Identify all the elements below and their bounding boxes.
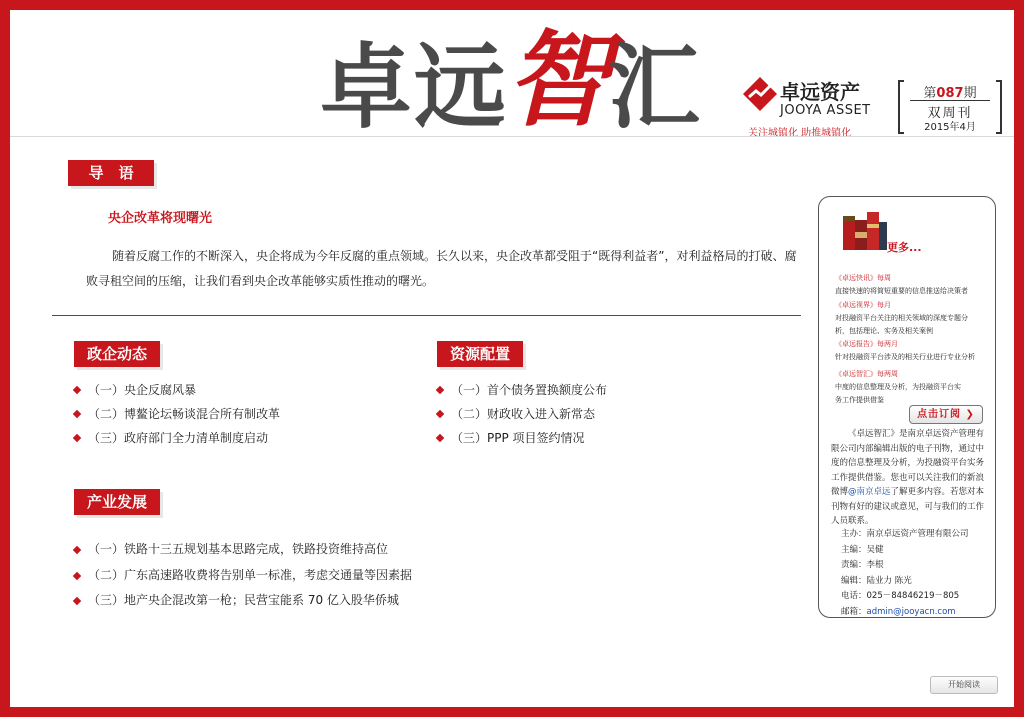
diamond-bullet-icon xyxy=(73,571,81,579)
diamond-bullet-icon xyxy=(436,434,444,442)
header-divider xyxy=(10,136,1014,137)
diamond-bullet-icon xyxy=(73,410,81,418)
about-text-part: 《卓远智汇》是南京卓远资产管理有限公司内部编辑出版的电子刊物，通过中度的信息整理及分析，为投融资平台实务工作提供借鉴。您也可以关注我们的新浪微博 xyxy=(831,429,985,497)
article-link[interactable] xyxy=(437,378,607,402)
diamond-bullet-icon xyxy=(73,386,81,394)
issue-divider xyxy=(910,100,990,101)
intro-divider xyxy=(52,315,801,316)
industry-article-list xyxy=(74,537,412,614)
article-title: （三）PPP 项目签约情况 xyxy=(451,431,585,445)
section-tag-politics: 政企动态 xyxy=(74,341,160,367)
article-title: （一）首个债务置换额度公布 xyxy=(451,383,608,397)
credit-editors: 编辑：陆业力 陈光 xyxy=(841,575,912,586)
intro-title[interactable]: 央企改革将现曙光 xyxy=(108,211,213,226)
diamond-bullet-icon xyxy=(436,386,444,394)
politics-article-list xyxy=(74,378,280,450)
subscribe-button[interactable]: 点击订阅 ❯ xyxy=(909,405,983,424)
book-stack-icon xyxy=(841,210,889,252)
diamond-bullet-icon xyxy=(73,434,81,442)
product-description: 直接快速的将简短重要的信息推送给决策者 xyxy=(835,287,968,295)
issue-info xyxy=(898,80,1002,134)
jooya-logo-icon xyxy=(742,76,778,112)
intro-tag: 导 语 xyxy=(68,160,154,186)
email-label: 邮箱： xyxy=(841,606,867,617)
article-title: （三）地产央企混改第一枪；民营宝能系 70 亿入股华侨城 xyxy=(88,593,399,607)
issue-suffix: 期 xyxy=(963,86,977,101)
product-description: 针对投融资平台涉及的相关行业进行专业分析 xyxy=(835,353,975,361)
masthead-char-2: 远 xyxy=(414,34,507,141)
logo-slogan: 关注城镇化 助推城镇化 xyxy=(748,128,852,139)
issue-frequency: 双周刊 xyxy=(927,106,973,121)
credits xyxy=(841,527,969,620)
article-link[interactable] xyxy=(437,426,607,450)
product-name: 《卓远报告》 xyxy=(835,340,877,348)
product-description: 析，包括理论、实务及相关案例 xyxy=(835,327,933,335)
product-item xyxy=(835,338,991,364)
diamond-bullet-icon xyxy=(73,597,81,605)
logo-chinese-name: 卓远资产 xyxy=(780,80,860,104)
credit-email xyxy=(841,605,969,621)
article-title: （二）广东高速路收费将告别单一标准，考虑交通量等因素据 xyxy=(88,567,413,582)
email-link[interactable]: admin@jooyacn.com xyxy=(866,606,956,617)
article-title: （二）博鳌论坛畅谈混合所有制改革 xyxy=(88,407,281,421)
product-description: 对投融资平台关注的相关领域的深度专题分 xyxy=(835,314,968,322)
start-reading-button[interactable]: 开始阅读 xyxy=(930,676,998,694)
issue-number xyxy=(898,82,1002,101)
masthead-char-3: 智 xyxy=(506,18,611,141)
credit-editor-in-chief: 主编：吴健 xyxy=(841,544,884,555)
logo-english-name: JOOYA ASSET xyxy=(780,103,871,118)
product-name: 《卓远视界》 xyxy=(835,301,877,309)
newsletter-cover xyxy=(10,10,1014,707)
product-name: 《卓远快讯》 xyxy=(835,274,877,282)
resources-article-list xyxy=(437,378,607,450)
section-tag-resources: 资源配置 xyxy=(437,341,523,367)
intro-body: 随着反腐工作的不断深入，央企将成为今年反腐的重点领域。长久以来，央企改革都受阻于“既得利益者”，对利益格局的打破、腐败寻租空间的压缩，让我们看到央企改革能够实质性推动的曙光。 xyxy=(86,249,797,288)
article-link[interactable] xyxy=(74,378,280,402)
weibo-link[interactable]: @南京卓远 xyxy=(848,487,891,497)
article-title: （一）铁路十三五规划基本思路完成，铁路投资维持高位 xyxy=(88,542,389,556)
product-description: 务工作提供借鉴 xyxy=(835,396,884,404)
product-item xyxy=(835,368,991,407)
article-link[interactable] xyxy=(74,402,280,426)
product-frequency: 每月 xyxy=(877,301,891,309)
product-item xyxy=(835,272,991,298)
product-frequency: 每两周 xyxy=(877,370,898,378)
credit-phone: 电话：025－84846219－805 xyxy=(841,591,960,601)
issue-number-value: 087 xyxy=(936,86,964,101)
article-title: （二）财政收入进入新常态 xyxy=(451,407,596,421)
product-name: 《卓远智汇》 xyxy=(835,370,877,378)
article-title: （一）央企反腐风暴 xyxy=(88,383,197,397)
issue-date: 2015年4月 xyxy=(924,122,976,133)
masthead-char-1: 卓 xyxy=(320,34,413,141)
product-frequency: 每周 xyxy=(877,274,891,282)
credit-responsible-editor: 责编：李根 xyxy=(841,560,884,570)
article-link[interactable] xyxy=(437,402,607,426)
product-description: 中度的信息整理及分析，为投融资平台实 xyxy=(835,383,961,391)
article-link[interactable] xyxy=(74,563,412,589)
diamond-bullet-icon xyxy=(73,546,81,554)
article-link[interactable] xyxy=(74,537,412,563)
issue-prefix: 第 xyxy=(923,86,937,101)
product-frequency: 每两月 xyxy=(877,340,898,348)
product-item xyxy=(835,299,991,338)
about-text-part: 了解更多内容。若您对本刊物有好的建议或意见，可与我们的工作人员联系。 xyxy=(831,487,985,526)
masthead-char-4: 汇 xyxy=(608,34,701,141)
subscribe-label: 点击订阅 xyxy=(917,409,962,420)
about-text xyxy=(831,427,991,529)
article-link[interactable] xyxy=(74,426,280,450)
section-tag-industry: 产业发展 xyxy=(74,489,160,515)
article-title: （三）政府部门全力清单制度启动 xyxy=(88,431,269,445)
diamond-bullet-icon xyxy=(436,410,444,418)
subscription-sidebar xyxy=(818,196,996,618)
more-link[interactable]: 更多... xyxy=(887,241,922,254)
credit-sponsor: 主办：南京卓远资产管理有限公司 xyxy=(841,529,969,539)
article-link[interactable] xyxy=(74,588,412,614)
